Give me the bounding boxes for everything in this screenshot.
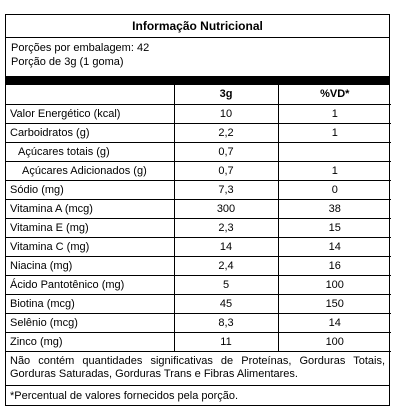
- nutrient-amount: 8,3: [174, 313, 278, 332]
- table-row: [6, 161, 391, 180]
- header-daily-value: %VD*: [278, 85, 391, 104]
- table-row: [6, 199, 391, 218]
- nutrient-label: Selênio (mcg): [6, 313, 174, 332]
- nutrient-amount: 7,3: [174, 180, 278, 199]
- nutrient-daily-value: 1: [278, 161, 391, 180]
- nutrient-daily-value: 100: [278, 275, 391, 294]
- table-row: [6, 104, 391, 123]
- nutrient-label: Valor Energético (kcal): [6, 104, 174, 123]
- nutrient-daily-value: 1: [278, 123, 391, 142]
- nutrient-label: Sódio (mg): [6, 180, 174, 199]
- table-body: [6, 104, 391, 351]
- nutrient-daily-value: 150: [278, 294, 391, 313]
- header-nutrient: [6, 85, 174, 104]
- table-row: [6, 256, 391, 275]
- servings-per-package: Porções por embalagem: 42: [11, 42, 150, 54]
- nutrient-label: Vitamina A (mcg): [6, 199, 174, 218]
- nutrient-amount: 14: [174, 237, 278, 256]
- nutrient-amount: 300: [174, 199, 278, 218]
- nutrient-label: Vitamina C (mg): [6, 237, 174, 256]
- table-row: [6, 275, 391, 294]
- nutrient-daily-value: 1: [278, 104, 391, 123]
- nutrition-facts-panel: [5, 14, 390, 406]
- nutrient-amount: 10: [174, 104, 278, 123]
- nutrient-label: Vitamina E (mg): [6, 218, 174, 237]
- nutrient-daily-value: 38: [278, 199, 391, 218]
- nutrient-amount: 2,3: [174, 218, 278, 237]
- not-significant-note: Não contém quantidades significativas de Proteínas, Gorduras Totais, Gorduras Saturadas, Gorduras Trans e Fibras Alimentares.: [6, 352, 389, 386]
- table-row: [6, 332, 391, 351]
- daily-value-footnote: *Percentual de valores fornecidos pela porção.: [10, 389, 239, 402]
- table-header-row: [6, 85, 391, 104]
- table-row: [6, 294, 391, 313]
- nutrient-daily-value: [278, 142, 391, 161]
- panel-title: Informação Nutricional: [6, 15, 389, 38]
- header-amount: 3g: [174, 85, 278, 104]
- nutrient-amount: 45: [174, 294, 278, 313]
- servings-info: [6, 38, 389, 76]
- thick-divider: [6, 76, 389, 85]
- table-row: [6, 180, 391, 199]
- nutrient-daily-value: 14: [278, 313, 391, 332]
- nutrient-amount: 11: [174, 332, 278, 351]
- nutrient-daily-value: 0: [278, 180, 391, 199]
- nutrient-amount: 2,4: [174, 256, 278, 275]
- table-row: [6, 237, 391, 256]
- nutrient-daily-value: 16: [278, 256, 391, 275]
- nutrient-label: Açúcares totais (g): [6, 142, 174, 161]
- nutrition-table: [6, 85, 391, 352]
- nutrient-daily-value: 15: [278, 218, 391, 237]
- nutrient-label: Biotina (mcg): [6, 294, 174, 313]
- nutrient-daily-value: 14: [278, 237, 391, 256]
- nutrient-label: Carboidratos (g): [6, 123, 174, 142]
- table-row: [6, 123, 391, 142]
- nutrient-label: Niacina (mg): [6, 256, 174, 275]
- nutrient-label: Açúcares Adicionados (g): [6, 161, 174, 180]
- portion-size: Porção de 3g (1 goma): [11, 56, 124, 68]
- table-row: [6, 313, 391, 332]
- table-row: [6, 218, 391, 237]
- nutrient-amount: 0,7: [174, 161, 278, 180]
- nutrient-amount: 5: [174, 275, 278, 294]
- nutrient-label: Zinco (mg): [6, 332, 174, 351]
- nutrient-amount: 2,2: [174, 123, 278, 142]
- table-row: [6, 142, 391, 161]
- nutrient-label: Ácido Pantotênico (mg): [6, 275, 174, 294]
- nutrient-daily-value: 100: [278, 332, 391, 351]
- nutrient-amount: 0,7: [174, 142, 278, 161]
